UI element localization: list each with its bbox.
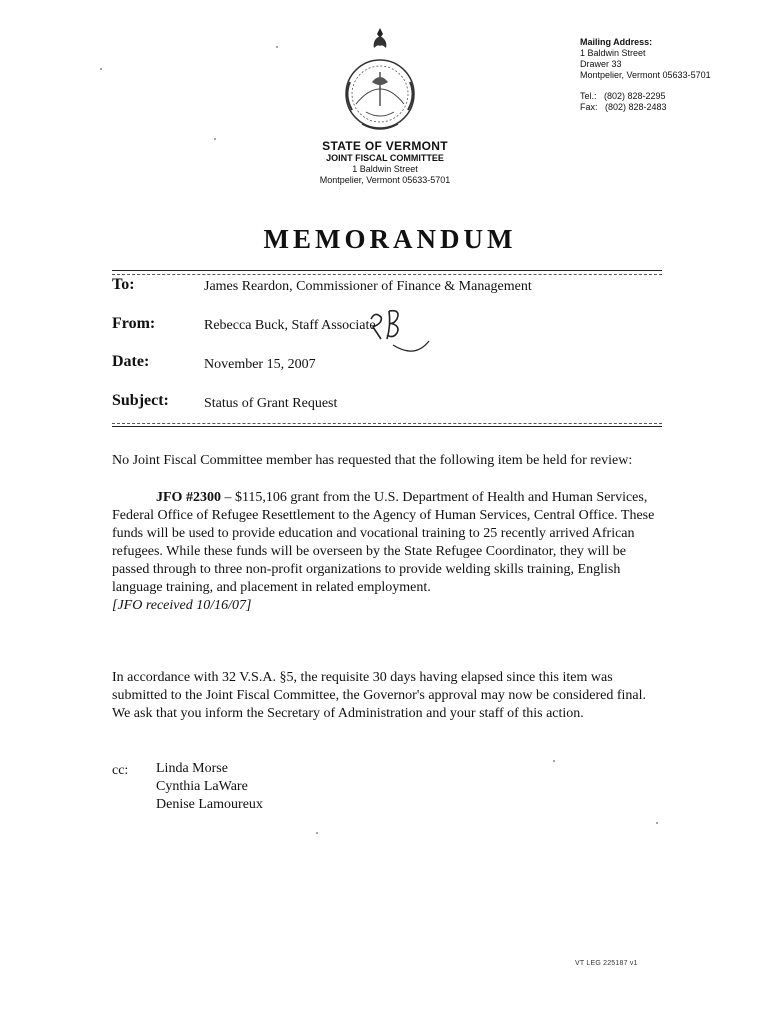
scan-speck [656, 822, 658, 824]
date-label: Date: [112, 353, 150, 370]
scan-speck [214, 138, 216, 140]
state-title: STATE OF VERMONT [322, 139, 448, 153]
header-top-rule [112, 270, 662, 271]
state-heading-block [280, 139, 490, 186]
scan-speck [100, 68, 102, 70]
memo-title: MEMORANDUM [263, 224, 517, 254]
closing-paragraph [112, 669, 660, 723]
state-seal-image [336, 26, 424, 134]
to-label: To: [112, 276, 135, 293]
cc-name: Denise Lamoureux [156, 797, 263, 812]
mailing-drawer: Drawer 33 [580, 59, 622, 69]
mailing-fax: Fax: (802) 828-2483 [580, 102, 667, 112]
subject-value: Status of Grant Request [204, 396, 338, 411]
date-value: November 15, 2007 [204, 357, 316, 372]
item-description: – $115,106 grant from the U.S. Department of Health and Human Services, Federal Office of Refugee Resettlement to the Agency of Human Services, Central Office. These funds will be used to provide education and vocational training to 25 recently arrived African refugees. While these funds will be overseen by the State Refugee Coordinator, they will be passed through to three non-profit organizations to provide welding skills training, English language training, and placement in related employment. [112, 490, 655, 595]
scan-speck [553, 760, 555, 762]
mailing-address-block [580, 37, 711, 113]
initials-signature [363, 305, 439, 355]
subject-label: Subject: [112, 392, 169, 409]
committee-street: 1 Baldwin Street [352, 164, 418, 174]
mailing-street: 1 Baldwin Street [580, 48, 646, 58]
committee-city: Montpelier, Vermont 05633-5701 [319, 175, 451, 185]
cc-name: Cynthia LaWare [156, 779, 248, 794]
from-value: Rebecca Buck, Staff Associate [204, 318, 376, 333]
cc-name: Linda Morse [156, 761, 228, 776]
item-id: JFO #2300 [156, 490, 221, 505]
document-footer-id: VT LEG 225187 v1 [575, 960, 638, 967]
to-value: James Reardon, Commissioner of Finance & Management [204, 279, 532, 294]
scan-speck [316, 832, 318, 834]
mailing-address-heading: Mailing Address: [580, 37, 653, 47]
item-paragraph [112, 489, 660, 615]
mailing-tel: Tel.: (802) 828-2295 [580, 91, 666, 101]
header-bottom-rule [112, 426, 662, 427]
intro-text: No Joint Fiscal Committee member has requested that the following item be held for review: [112, 453, 633, 468]
closing-text: In accordance with 32 V.S.A. §5, the requisite 30 days having elapsed since this item was submitted to the Joint Fiscal Committee, the Governor's approval may now be considered final. We ask that you inform the Secretary of Administration and your staff of this action. [112, 670, 647, 721]
scan-speck [276, 46, 278, 48]
cc-list [156, 760, 263, 814]
committee-name: JOINT FISCAL COMMITTEE [326, 153, 444, 163]
from-label: From: [112, 315, 156, 332]
intro-paragraph [112, 452, 660, 470]
cc-label: cc: [112, 763, 129, 778]
mailing-city: Montpelier, Vermont 05633-5701 [580, 70, 711, 80]
item-received-note: [JFO received 10/16/07] [112, 598, 252, 613]
